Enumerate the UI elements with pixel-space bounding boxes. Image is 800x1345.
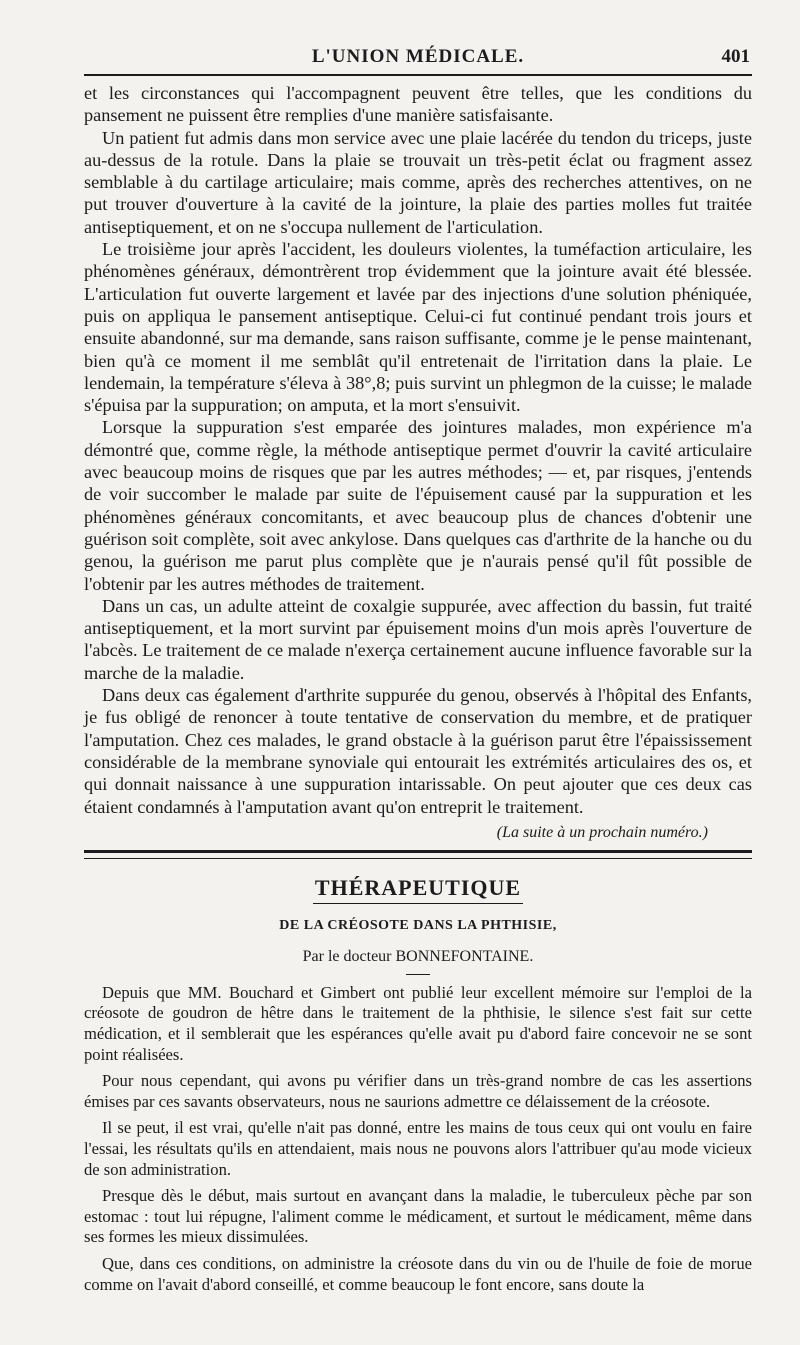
running-title: L'UNION MÉDICALE. <box>311 46 525 67</box>
section-divider <box>84 850 752 859</box>
paragraph: Pour nous cependant, qui avons pu vérifier dans un très-grand nombre de cas les assertions émises par ces savants observateurs, nous ne saurions admettre ce délaissement de la créosote. <box>84 1071 752 1111</box>
paragraph: Presque dès le début, mais surtout en avançant dans la maladie, le tuberculeux pèche par son estomac : tout lui répugne, l'aliment comme le médicament, et surtout le médicament, même dans ses formes les mieux dissimulées. <box>84 1186 752 1247</box>
paragraph: Que, dans ces conditions, on administre la créosote dans du vin ou de l'huile de foie de morue comme on l'avait d'abord conseillé, et comme beaucoup le font encore, sans doute la <box>84 1253 752 1294</box>
paragraph: Il se peut, il est vrai, qu'elle n'ait pas donné, entre les mains de tous ceux qui ont voulu en faire l'essai, les résultats qu'ils en attendaient, mais nous ne pouvons alors l'attribuer qu'au mode vicieux de son administration. <box>84 1118 752 1179</box>
author-divider <box>406 974 430 975</box>
article-title: DE LA CRÉOSOTE DANS LA PHTHISIE, <box>279 917 557 933</box>
section-title: THÉRAPEUTIQUE <box>314 874 522 900</box>
paragraph: Depuis que MM. Bouchard et Gimbert ont publié leur excellent mémoire sur l'emploi de la créosote de goudron de hêtre dans le traitement de la phthisie, le silence s'est fait sur cette médication, et il semblerait que les espérances qu'elle avait pu d'abord faire concevoir ne se sont point réalisées. <box>84 982 752 1064</box>
paragraph: et les circonstances qui l'accompagnent peuvent être telles, que les conditions du pansement ne puissent être remplies d'une manière satisfaisante. <box>84 83 752 126</box>
paragraph: Dans un cas, un adulte atteint de coxalgie suppurée, avec affection du bassin, fut traité antiseptiquement, et la mort survint par épuisement moins d'un mois après l'ouverture de l'abcès. Le traitement de ce malade n'exerça certainement aucune influence favorable sur la marche de la maladie. <box>84 595 752 683</box>
paragraph: Un patient fut admis dans mon service avec une plaie lacérée du tendon du triceps, juste au-dessus de la rotule. Dans la plaie se trouvait un très-petit éclat ou fragment assez semblable à du cartilage articulaire; mais comme, après des recherches attentives, on ne put trouver d'ouverture à la cavité de la jointure, la plaie des parties molles fut traitée antiseptiquement, et on ne s'occupa nullement de l'articulation. <box>84 127 752 237</box>
page-number: 401 <box>721 46 750 67</box>
section-title-underline <box>313 903 523 904</box>
article-body <box>84 983 752 1295</box>
page-header <box>84 38 752 76</box>
article-continuation <box>84 82 752 818</box>
paragraph: Dans deux cas également d'arthrite suppurée du genou, observés à l'hôpital des Enfants, je fus obligé de renoncer à toute tentative de conservation du membre, et de pratiquer l'amputation. Chez ces malades, le grand obstacle à la guérison parut être l'épaississement considérable de la membrane synoviale qui entourait les extrémités articulaires des os, et qui donnait naissance à une suppuration intarissable. On peut ajouter que ces deux cas étaient condamnés à l'amputation avant qu'on entreprit le traitement. <box>84 685 752 817</box>
article-author: Par le docteur BONNEFONTAINE. <box>302 947 534 965</box>
paragraph: Lorsque la suppuration s'est emparée des jointures malades, mon expérience m'a démontré que, comme règle, la méthode antiseptique permet d'ouvrir la cavité articulaire avec beaucoup moins de risques que par les autres méthodes; — et, par risques, j'entends de voir succomber le malade par suite de l'épuisement causé par la suppuration et les phénomènes généraux concomitants, et avec beaucoup plus de chances d'obtenir une guérison soit complète, soit avec ankylose. Dans quelques cas d'arthrite de la hanche ou du genou, la guérison me parut plus complète que je n'aurais pensé qu'il fût possible de l'obtenir par les autres méthodes de traitement. <box>84 417 752 594</box>
continuation-note: (La suite à un prochain numéro.) <box>496 823 708 841</box>
paragraph: Le troisième jour après l'accident, les douleurs violentes, la tuméfaction articulaire, les phénomènes généraux, démontrèrent trop évidemment que la jointure avait été blessée. L'articulation fut ouverte largement et lavée par des injections d'une solution phéniquée, puis on appliqua le pansement antiseptique. Celui-ci fut continué pendant trois jours et ensuite abandonné, sur ma demande, sans raison suffisante, comme je le pense maintenant, bien qu'à ce moment il me semblât qu'il entretenait de l'irritation dans la plaie. Le lendemain, la température s'éleva à 38°,8; puis survint un phlegmon de la cuisse; le malade s'épuisa par la suppuration; on amputa, et la mort s'ensuivit. <box>84 239 752 416</box>
